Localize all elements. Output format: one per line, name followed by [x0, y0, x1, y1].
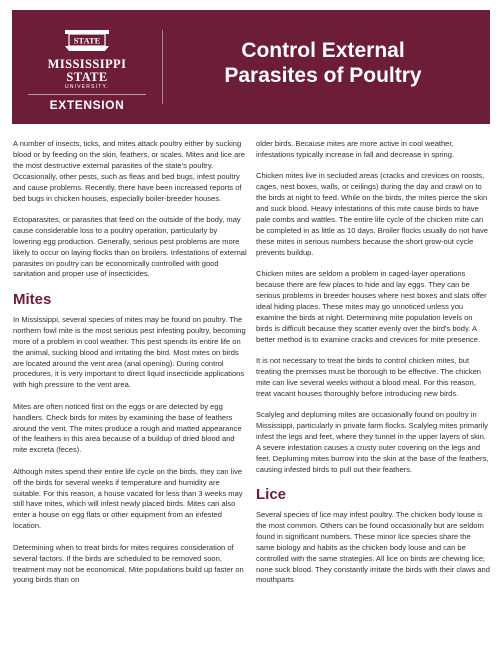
extension-label: EXTENSION — [28, 94, 146, 112]
lice-heading: Lice — [256, 485, 287, 503]
right-paragraph-5: Scalyleg and depluming mites are occasionally found on poultry in Mississippi, particularly in private farm flocks. Scalyleg mites primarily infest the legs and feet, where they tunnel in the upper layers of skin. A severe infestation causes a crusty outer covering on the legs and feet. Depluming mites burrow into the skin at the base of the feathers, causing infested birds to pull out their feathers. — [256, 410, 489, 474]
mites-paragraph-1: In Mississippi, several species of mites may be found on poultry. The northern fowl mite is the most serious pest infesting poultry, becoming more of a problem in cool weather. This pest spends its entire life on the animal, sucking blood and irritating the bird. Most mites on birds are located around the vent area (anal opening). During control procedures, it is very important to direct liquid insecticide applications with high pressure to the vent area. — [13, 314, 246, 390]
state-shield-icon — [55, 30, 119, 52]
mites-paragraph-2: Mites are often noticed first on the eggs or are detected by egg handlers. Check birds for mites by examining the base of feathers around the vent. The mites produce a rough and matted appearance of the feathers in this area because of a buildup of dried blood and mite excreta (feces). — [13, 401, 242, 455]
right-paragraph-4: It is not necessary to treat the birds to control chicken mites, but treating the premises must be thorough to be effective. The chicken mite can live several weeks without a blood meal. For this reason, treat vacant houses thoroughly before introducing new birds. — [256, 355, 481, 398]
header-divider — [162, 30, 163, 104]
right-paragraph-2: Chicken mites live in secluded areas (cracks and crevices on roosts, cages, nest boxes, walls, or ceilings) during the day and crawl on to the birds at night to feed. While on the birds, the mites pierce the skin and suck blood. Heavy infestations of this mite cause birds to have pale combs and wattles. The entire life cycle of the chicken mite can be completed in as little as 10 days. Broiler flocks usually do not have these mites in serious numbers because the short grow-out cycle prevents buildup. — [256, 171, 488, 257]
university-subline: UNIVERSITY. — [65, 84, 109, 90]
right-column — [256, 139, 490, 597]
mites-paragraph-4: Determining when to treat birds for mites requires consideration of several factors. If the birds are scheduled to be removed soon, treatment may not be economical. Mite populations build up faster on young birds than on — [13, 542, 244, 585]
intro-paragraph-1: A number of insects, ticks, and mites attack poultry either by sucking blood or by feeding on the skin, feathers, or scales. Mites and lice are the most destructive external parasites of the state's poultry. Occasionally, other pests, such as fleas and bed bugs, infest poultry and cause problems. Recently, there have been increased reports of bed bugs in chicken houses, especially boiler-breeder houses. — [13, 139, 245, 203]
left-column — [13, 139, 247, 597]
intro-paragraph-2: Ectoparasites, or parasites that feed on the outside of the body, may cause considerable loss to a poultry operation, particularly by lowering egg production. Generally, serious pest problems are more likely to occur on laying flocks than on broilers. Infestations of external parasites on poultry can be economically controlled with good sanitation and proper use of insecticides. — [13, 214, 247, 279]
page-title — [168, 38, 478, 88]
mites-paragraph-3: Although mites spend their entire life cycle on the birds, they can live off the birds for several weeks if temperature and humidity are suitable. For this reason, a house vacated for less than 3 weeks may still have mites, which will infest newly placed birds. Mites can also enter a house on egg flats or other equipment from an infested location. — [13, 466, 243, 531]
title-line-1: Control External — [241, 39, 405, 62]
university-name: MISSISSIPPI STATE — [47, 57, 127, 84]
title-line-2: Parasites of Poultry — [224, 64, 422, 87]
right-paragraph-3: Chicken mites are seldom a problem in caged-layer operations because there are few places to hide and lay eggs. They can be serious problems in breeder houses where nest boxes and slats offer ideal hiding places. These mites may go unnoticed unless you examine the birds at night. Determining mite population levels on birds is difficult because they scatter evenly over the bird's body. A better method is to examine cracks and crevices for mite presence. — [256, 269, 487, 344]
msu-extension-logo — [28, 30, 146, 112]
shield-text: STATE — [73, 35, 101, 46]
right-paragraph-1: older birds. Because mites are more active in cool weather, infestations typically increase in fall and decrease in spring. — [256, 139, 455, 159]
lice-paragraph-1: Several species of lice may infest poultry. The chicken body louse is the most common. Others can be found occasionally but are seldom found in significant numbers. These minor lice species share the same biology and habits as the chicken body louse and can be controlled with the same strategies. All lice on birds are chewing lice; none suck blood. They constantly irritate the birds with their claws and mouthparts — [256, 509, 490, 585]
mites-heading: Mites — [13, 290, 52, 308]
